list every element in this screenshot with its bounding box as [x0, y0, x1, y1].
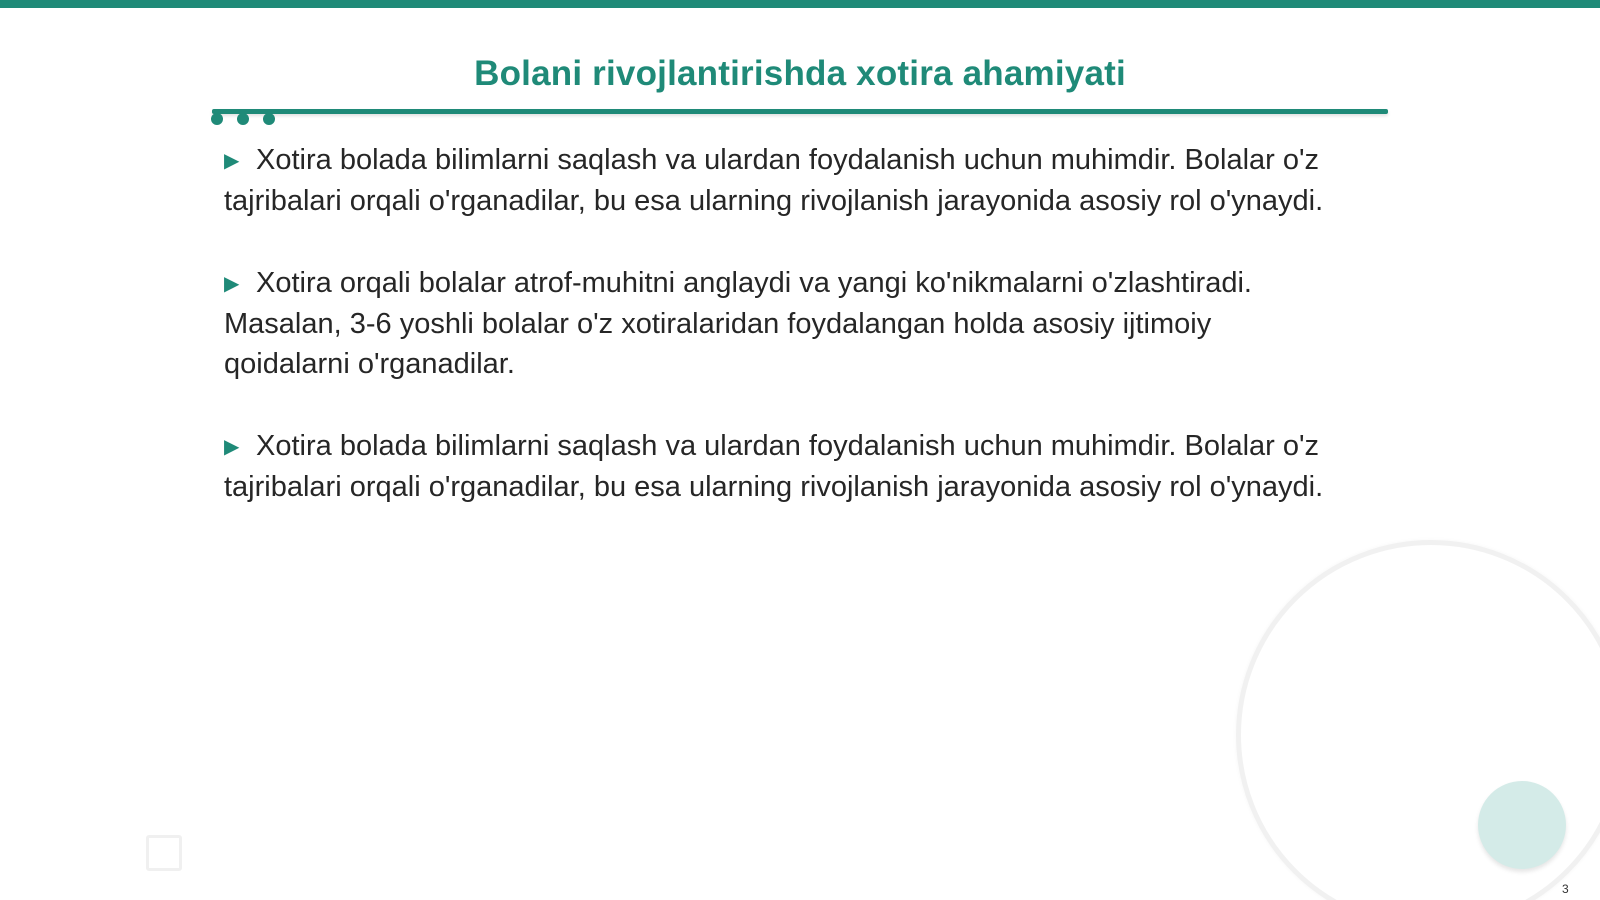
bullet-item: [224, 140, 1344, 221]
triangle-bullet-icon: ▶: [224, 273, 240, 295]
decorative-circle: [1478, 781, 1566, 869]
decorative-dot: [211, 113, 223, 125]
top-accent-bar: [0, 0, 1600, 8]
slide-title: Bolani rivojlantirishda xotira ahamiyati: [474, 54, 1126, 93]
bullet-text: Xotira bolada bilimlarni saqlash va ulardan foydalanish uchun muhimdir. Bolalar o'z tajribalari orqali o'rganadilar, bu esa ularning rivojlanish jarayonida asosiy rol o'ynaydi.: [224, 144, 1324, 217]
bullet-item: [224, 426, 1344, 507]
decorative-dot: [237, 113, 249, 125]
bullet-list: [224, 140, 1344, 549]
bullet-text: Xotira orqali bolalar atrof-muhitni anglaydi va yangi ko'nikmalarni o'zlashtiradi. Masalan, 3-6 yoshli bolalar o'z xotiralaridan foydalangan holda asosiy ijtimoiy qoidalarni o'rganadilar.: [224, 267, 1252, 380]
triangle-bullet-icon: ▶: [224, 150, 240, 172]
page-number: 3: [1562, 882, 1569, 896]
bullet-text: Xotira bolada bilimlarni saqlash va ulardan foydalanish uchun muhimdir. Bolalar o'z tajribalari orqali o'rganadilar, bu esa ularning rivojlanish jarayonida asosiy rol o'ynaydi.: [224, 430, 1324, 503]
decorative-square: [146, 835, 182, 871]
title-underline: [212, 109, 1388, 114]
triangle-bullet-icon: ▶: [224, 436, 240, 458]
bullet-item: [224, 263, 1344, 384]
decorative-dot: [263, 113, 275, 125]
